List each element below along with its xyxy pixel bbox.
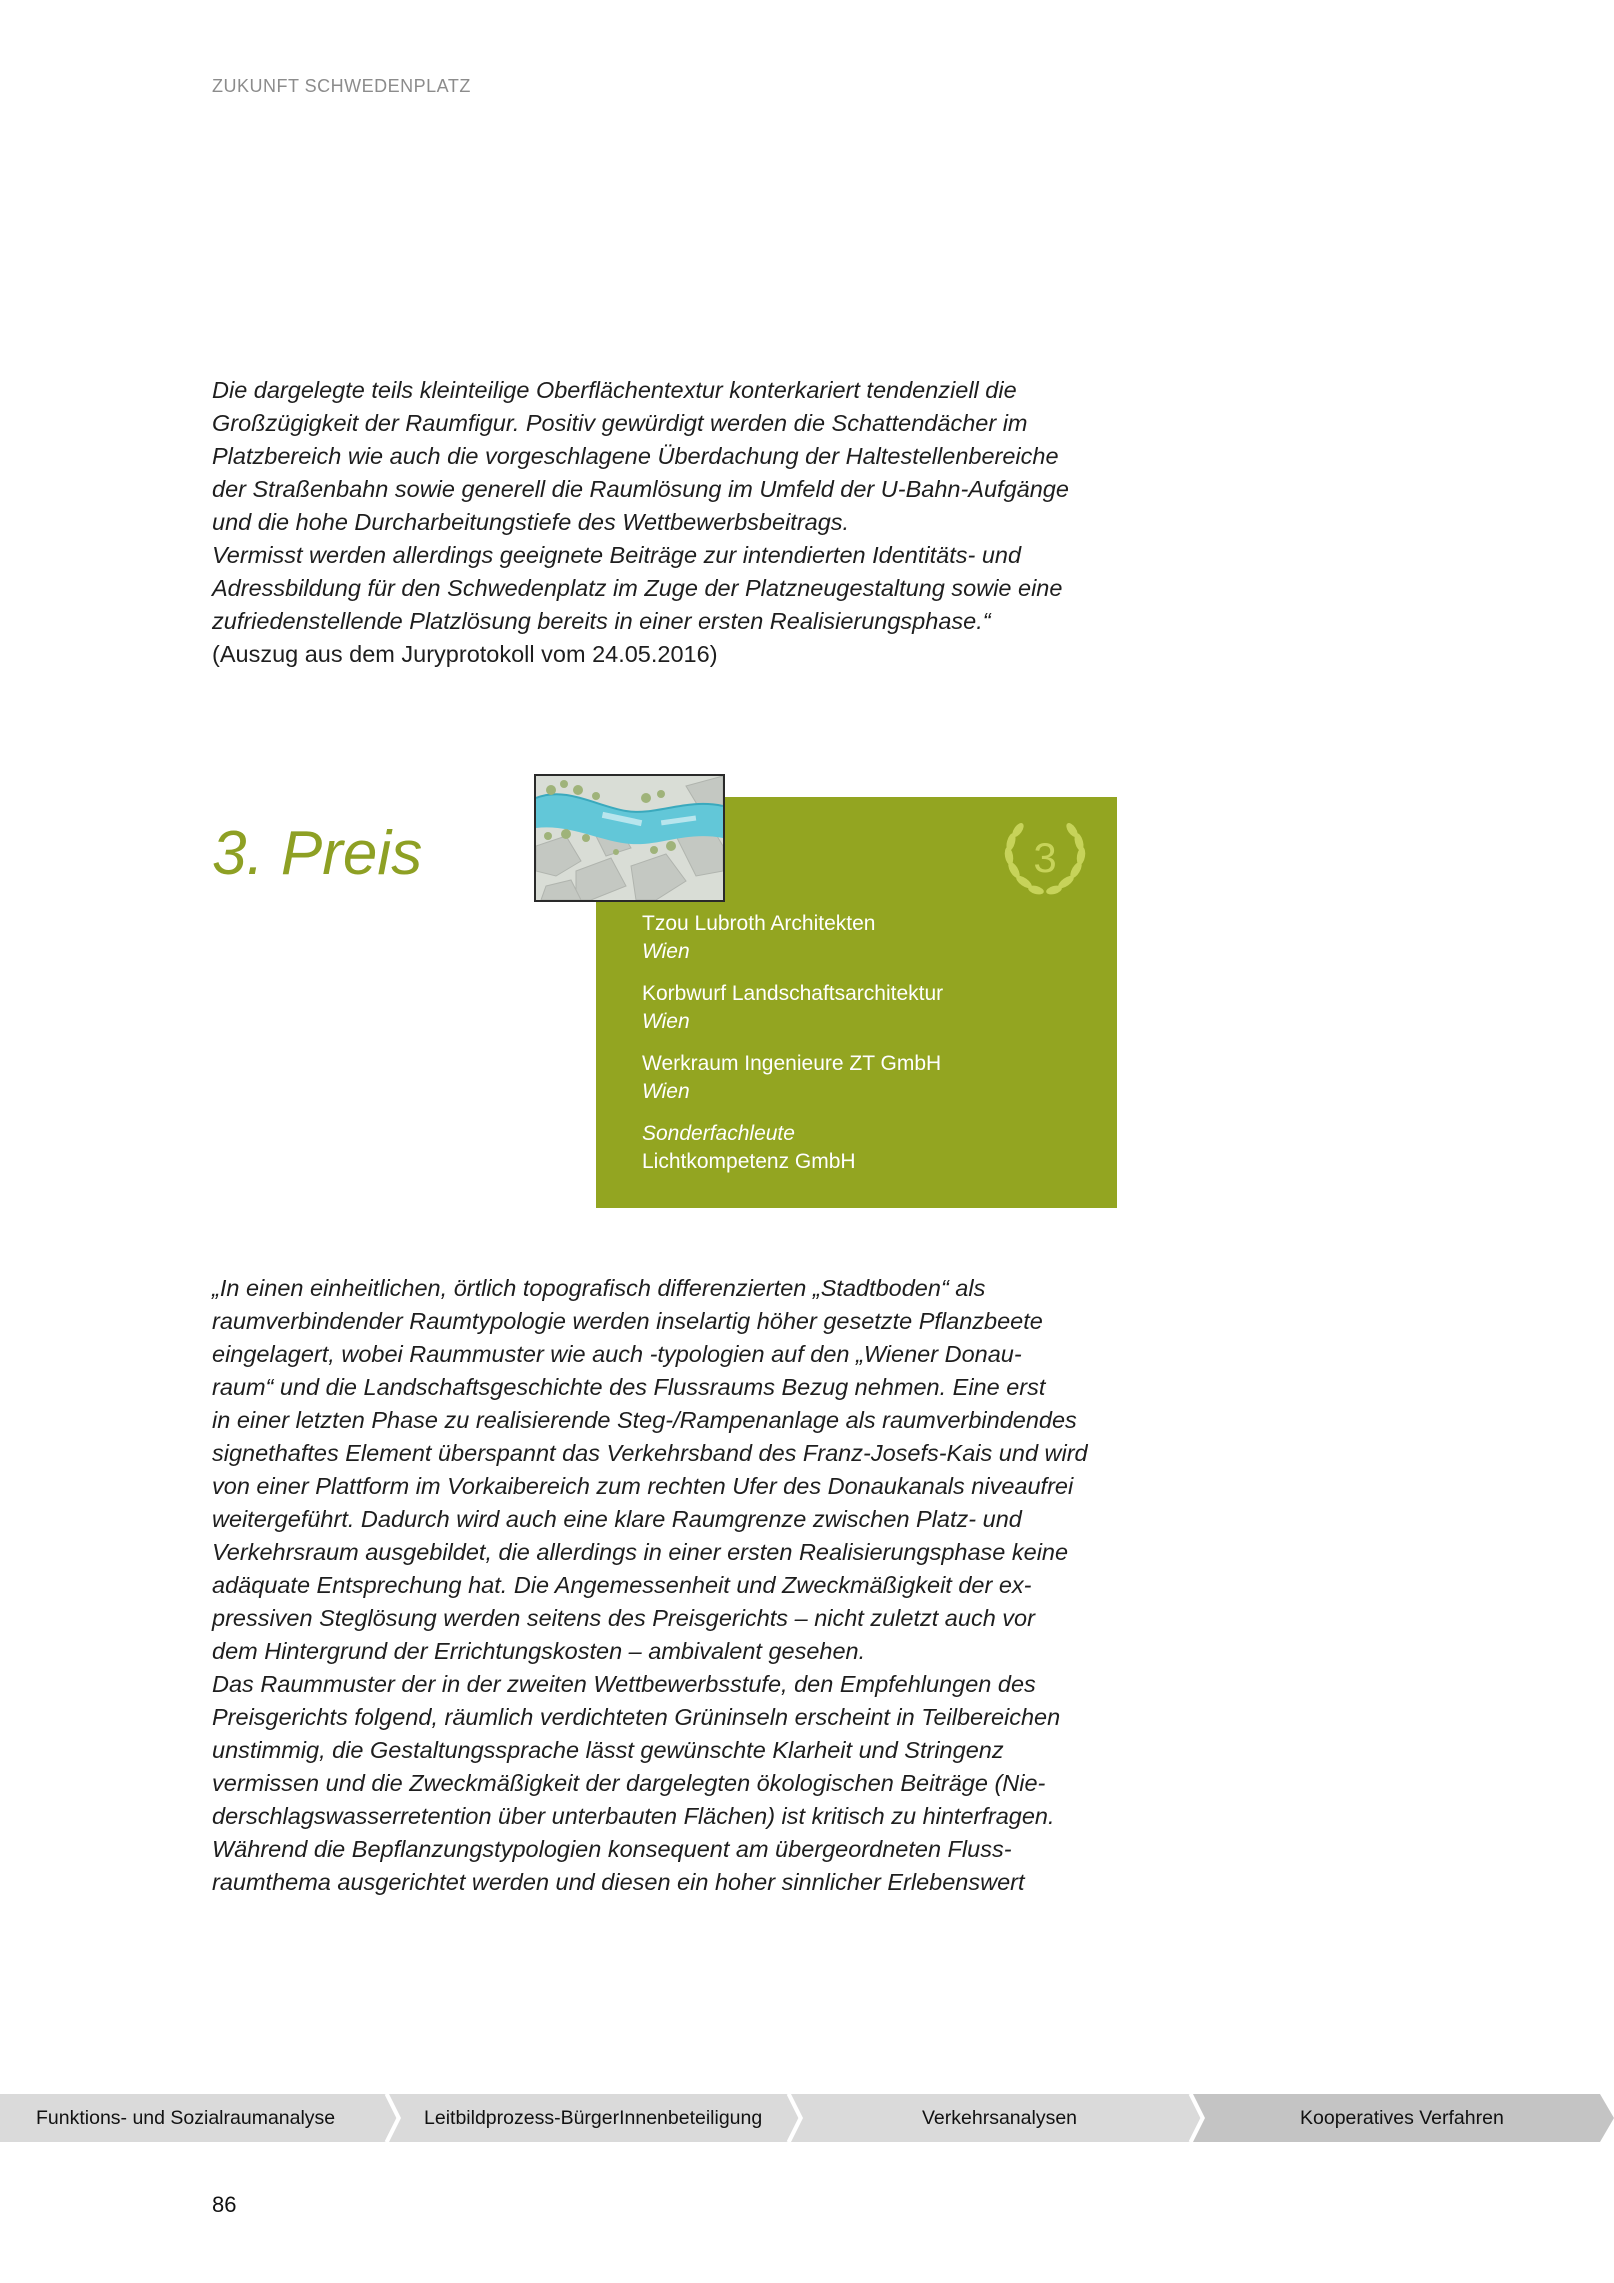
prize-heading: 3. Preis [212, 819, 423, 888]
team-name: Werkraum Ingenieure ZT GmbH [642, 1052, 942, 1075]
text-line: signethaftes Element überspannt das Verkehrsband des Franz-Josefs-Kais und wird [212, 1440, 1088, 1466]
text-line: raumthema ausgerichtet werden und diesen ein hoher sinnlicher Erlebenswert [212, 1869, 1025, 1895]
text-line: Großzügigkeit der Raumfigur. Positiv gewürdigt werden die Schattendächer im [212, 410, 1028, 436]
specialists-name: Lichtkompetenz GmbH [642, 1150, 856, 1173]
text-line: raum“ und die Landschaftsgeschichte des Flussraums Bezug nehmen. Eine erst [212, 1374, 1046, 1400]
team-list [642, 910, 1092, 1190]
text-line: vermissen und die Zweckmäßigkeit der dargelegten ökologischen Beiträge (Nie- [212, 1770, 1046, 1796]
team-city: Wien [642, 940, 690, 963]
running-header: ZUKUNFT SCHWEDENPLATZ [212, 76, 471, 96]
site-plan-thumbnail [534, 774, 725, 902]
text-line: zufriedenstellende Platzlösung bereits in einer ersten Realisierungsphase.“ [212, 608, 991, 634]
text-line: Adressbildung für den Schwedenplatz im Zuge der Platzneugestaltung sowie eine [212, 575, 1063, 601]
nav-step-kooperatives-verfahren[interactable]: Kooperatives Verfahren [1300, 2106, 1504, 2129]
nav-step-verkehrsanalysen[interactable]: Verkehrsanalysen [922, 2106, 1078, 2129]
text-line: Platzbereich wie auch die vorgeschlagene Überdachung der Haltestellenbereiche [212, 443, 1059, 469]
text-line: weitergeführt. Dadurch wird auch eine klare Raumgrenze zwischen Platz- und [212, 1506, 1022, 1532]
text-line: Das Raummuster der in der zweiten Wettbewerbsstufe, den Empfehlungen des [212, 1671, 1036, 1697]
team-name: Korbwurf Landschaftsarchitektur [642, 982, 944, 1005]
jury-source: (Auszug aus dem Juryprotokoll vom 24.05.2016) [212, 641, 718, 667]
team-entry [642, 910, 1092, 966]
text-line: Während die Bepflanzungstypologien konsequent am übergeordneten Fluss- [212, 1836, 1012, 1862]
team-entry [642, 1050, 1092, 1106]
nav-step-sozialraumanalyse[interactable]: Funktions- und Sozialraumanalyse [36, 2106, 336, 2129]
team-city: Wien [642, 1080, 690, 1103]
text-line: pressiven Steglösung werden seitens des Preisgerichts – nicht zuletzt auch vor [212, 1605, 1035, 1631]
text-line: Verkehrsraum ausgebildet, die allerdings in einer ersten Realisierungsphase keine [212, 1539, 1069, 1565]
text-line: adäquate Entsprechung hat. Die Angemessenheit und Zweckmäßigkeit der ex- [212, 1572, 1032, 1598]
page-number: 86 [212, 2192, 237, 2217]
text-line: Die dargelegte teils kleinteilige Oberflächentextur konterkariert tendenziell die [212, 377, 1017, 403]
text-line: in einer letzten Phase zu realisierende Steg-/Rampenanlage als raumverbindendes [212, 1407, 1077, 1433]
jury-excerpt-1 [212, 374, 1137, 671]
team-name: Tzou Lubroth Architekten [642, 912, 876, 935]
text-line: unstimmig, die Gestaltungssprache lässt gewünschte Klarheit und Stringenz [212, 1737, 1004, 1763]
text-line: raumverbindender Raumtypologie werden inselartig höher gesetzte Pflanzbeete [212, 1308, 1043, 1334]
text-line: der Straßenbahn sowie generell die Raumlösung im Umfeld der U-Bahn-Aufgänge [212, 476, 1069, 502]
text-line: dem Hintergrund der Errichtungskosten – ambivalent gesehen. [212, 1638, 866, 1664]
site-plan-image [536, 776, 723, 900]
specialists-entry [642, 1120, 1092, 1176]
text-line: eingelagert, wobei Raummuster wie auch -typologien auf den „Wiener Donau- [212, 1341, 1022, 1367]
text-line: derschlagswasserretention über unterbauten Flächen) ist kritisch zu hinterfragen. [212, 1803, 1055, 1829]
text-line: von einer Plattform im Vorkaibereich zum rechten Ufer des Donaukanals niveaufrei [212, 1473, 1074, 1499]
third-place-laurel-icon [1000, 814, 1090, 904]
text-line: und die hohe Durcharbeitungstiefe des Wettbewerbsbeitrags. [212, 509, 850, 535]
team-entry [642, 980, 1092, 1036]
team-city: Wien [642, 1010, 690, 1033]
text-line: Vermisst werden allerdings geeignete Beiträge zur intendierten Identitäts- und [212, 542, 1022, 568]
text-line: „In einen einheitlichen, örtlich topografisch differenzierten „Stadtboden“ als [212, 1275, 986, 1301]
text-line: Preisgerichts folgend, räumlich verdichteten Grüninseln erscheint in Teilbereichen [212, 1704, 1061, 1730]
specialists-label: Sonderfachleute [642, 1122, 795, 1145]
process-nav [0, 2094, 1614, 2142]
badge-number: 3 [1033, 834, 1057, 881]
jury-excerpt-2 [212, 1272, 1137, 1899]
nav-step-leitbildprozess[interactable]: Leitbildprozess-BürgerInnenbeteiligung [424, 2106, 763, 2129]
